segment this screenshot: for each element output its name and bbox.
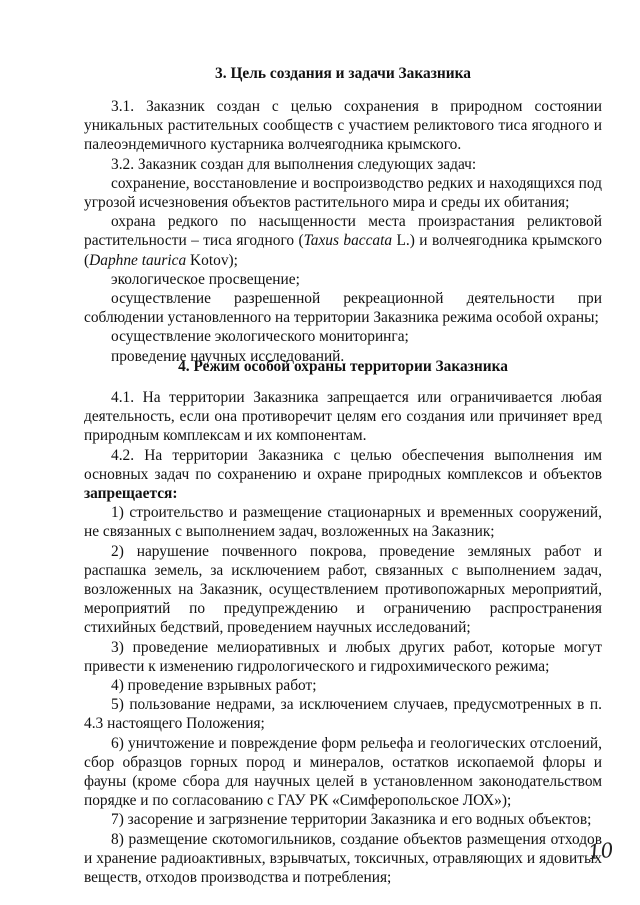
- prohibition-item-1: 1) строительство и размещение стационарных и временных сооружений, не связанных с выполнением задач, возложенных на Заказник;: [84, 504, 602, 541]
- prohibition-item-7: 7) засорение и загрязнение территории Заказника и его водных объектов;: [111, 811, 592, 829]
- prohibition-item-3: 3) проведение мелиоративных и любых других работ, которые могут привести к изменению гидрологического и гидрохимического режима;: [84, 638, 602, 675]
- prohibition-item-6: 6) уничтожение и повреждение форм рельефа и геологических отслоений, сбор образцов горных пород и минералов, остатков ископаемой флоры и фауны (кроме сбора для научных целей в установленном законодательством порядке и по согласованию с ГАУ РК «Симферопольское ЛОХ»);: [84, 734, 602, 810]
- paragraph-4-2-text: 4.2. На территории Заказника с целью обеспечения выполнения им основных задач по сохранению и охране природных комплексов и объектов: [84, 446, 602, 483]
- paragraph-3-1: 3.1. Заказник создан с целью сохранения в природном состоянии уникальных растительных сообществ с участием реликтового тиса ягодного и палеоэндемичного кустарника волчеягодника крымского.: [84, 98, 602, 154]
- daphne-latin-name: Daphne taurica: [89, 251, 187, 269]
- section-4-body: [84, 388, 602, 887]
- section-4-title: 4. Режим особой охраны территории Заказника: [178, 358, 508, 375]
- section-3-body: [84, 97, 602, 366]
- task-protection-text-c: Kotov);: [186, 251, 238, 269]
- prohibition-item-2: 2) нарушение почвенного покрова, проведение земляных работ и распашка земель, за исключением работ, связанных с выполнением задач, возложенных на Заказник, осуществлением противопожарных мероприятий, мероприятий по предупреждению и ограничению распространения стихийных бедствий, проведением научных исследований;: [84, 542, 602, 637]
- taxus-latin-name: Taxus baccata: [303, 232, 393, 250]
- prohibition-item-4: 4) проведение взрывных работ;: [111, 677, 317, 695]
- paragraph-3-2: 3.2. Заказник создан для выполнения следующих задач:: [111, 155, 477, 173]
- section-3-title: 3. Цель создания и задачи Заказника: [215, 65, 471, 82]
- task-protection-text-a: охрана редкого по насыщенности места произрастания реликтовой растительности – тиса ягодного (: [84, 213, 602, 250]
- task-recreation: осуществление разрешенной рекреационной деятельности при соблюдении установленного на территории Заказника режима особой охраны;: [84, 290, 602, 327]
- task-research: проведение научных исследований.: [111, 347, 345, 365]
- prohibited-label: запрещается:: [84, 485, 178, 503]
- prohibition-item-5: 5) пользование недрами, за исключением случаев, предусмотренных в п. 4.3 настоящего Положения;: [84, 696, 602, 733]
- prohibition-item-8: 8) размещение скотомогильников, создание объектов размещения отходов и хранение радиоактивных, взрывчатых, токсичных, отравляющих и ядовитых веществ, отходов производства и потребления;: [84, 830, 602, 887]
- task-protection: [84, 212, 602, 270]
- page-number: 10: [586, 837, 615, 865]
- paragraph-4-2: [84, 446, 602, 504]
- task-education: экологическое просвещение;: [111, 270, 300, 288]
- paragraph-4-1: 4.1. На территории Заказника запрещается или ограничивается любая деятельность, если она противоречит целям его создания или причиняет вред природным комплексам и их компонентам.: [84, 389, 602, 445]
- task-protection-text-b: L.) и волчеягодника крымского (: [84, 232, 602, 269]
- task-monitoring: осуществление экологического мониторинга;: [111, 328, 409, 346]
- task-conservation: сохранение, восстановление и воспроизводство редких и находящихся под угрозой исчезновения объектов растительного мира и среды их обитания;: [84, 174, 602, 212]
